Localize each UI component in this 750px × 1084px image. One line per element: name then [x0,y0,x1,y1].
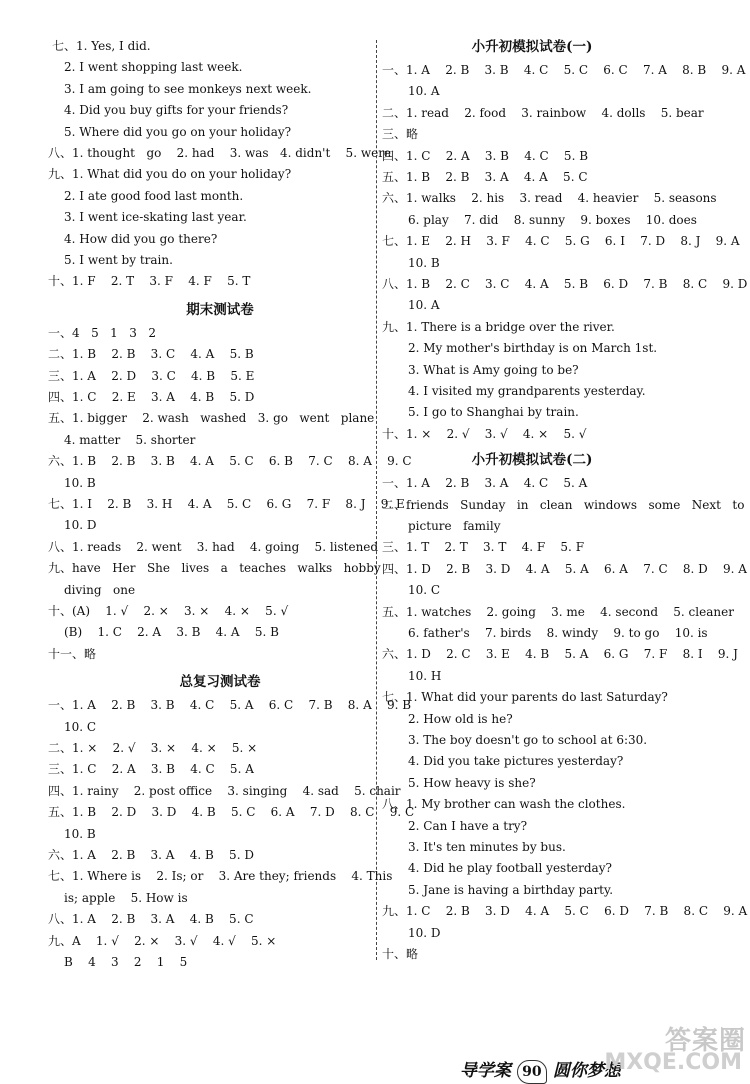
answer-line: 3. It's ten minutes by bus. [408,840,566,854]
answer-line: 九、1. There is a bridge over the river. [382,319,615,334]
section-title-mock-exam-1: 小升初模拟试卷(一) [471,39,593,55]
answer-line: 5. How heavy is she? [408,775,536,790]
answer-line: 六、1. B 2. B 3. B 4. A 5. C 6. B 7. C 8. A 9. C [48,454,412,469]
answer-line: 三、1. C 2. A 3. B 4. C 5. A [48,762,254,777]
answer-line: 九、1. What did you do on your holiday? [48,167,292,182]
answer-line: 2. I ate good food last month. [64,188,244,203]
answer-line: 十一、略 [48,646,97,661]
answer-line: 3. I am going to see monkeys next week. [64,81,312,96]
answer-line: 10. H [408,668,442,683]
answer-line: 二、1. read 2. food 3. rainbow 4. dolls 5. bear [382,105,704,120]
answer-line: 6. play 7. did 8. sunny 9. boxes 10. does [408,212,697,227]
answer-line: 四、1. rainy 2. post office 3. singing 4. sad 5. chair [48,783,401,798]
answer-line: 一、1. A 2. B 3. A 4. C 5. A [382,476,588,491]
answer-line: 六、1. walks 2. his 3. read 4. heavier 5. seasons [382,191,717,206]
answer-line: 五、1. watches 2. going 3. me 4. second 5. cleaner [382,604,734,619]
answer-line: 3. I went ice-skating last year. [64,210,247,225]
answer-line: 十、(A) 1. √ 2. × 3. × 4. × 5. √ [48,604,289,618]
answer-line: 九、A 1. √ 2. × 3. √ 4. √ 5. × [48,933,277,948]
answer-line: 七、1. Where is 2. Is; or 3. Are they; friends 4. This [48,869,393,884]
answer-line: 三、略 [382,127,419,142]
answer-line: 2. How old is he? [408,711,513,726]
answer-line: 八、1. thought go 2. had 3. was 4. didn't 5. were [48,146,392,160]
answer-line: 10. D [408,925,441,940]
answer-line: 二、friends Sunday in clean windows some Next to [382,497,745,512]
answer-line: 三、1. T 2. T 3. T 4. F 5. F [382,540,585,555]
answer-line: 3. What is Amy going to be? [408,362,579,377]
answer-line: 七、1. Yes, I did. [52,39,151,53]
answer-line: 八、1. A 2. B 3. A 4. B 5. C [48,912,254,927]
answer-line: 10. C [408,583,441,598]
answer-line: 4. Did you buy gifts for your friends? [64,103,289,118]
footer-left-text: 导学案 [459,1061,511,1081]
section-title-final-exam: 期末测试卷 [186,301,254,318]
answer-line: 一、4 5 1 3 2 [48,325,156,340]
answer-line: 4. How did you go there? [64,231,218,246]
answer-line: picture family [408,519,501,533]
answer-line: 4. Did you take pictures yesterday? [408,754,624,769]
answer-line: 10. B [408,255,440,270]
answer-line: 2. My mother's birthday is on March 1st. [408,341,658,356]
answer-line: diving one [64,582,136,597]
page-number: 90 [517,1060,547,1084]
answer-line: 五、1. B 2. D 3. D 4. B 5. C 6. A 7. D 8. C 9. C [48,805,415,820]
watermark-url: MXQE.COM [604,1050,742,1075]
answer-line: (B) 1. C 2. A 3. B 4. A 5. B [64,625,279,640]
footer-right-text: 圆你梦想 [552,1061,621,1081]
answer-line: 10. A [408,84,440,99]
answer-line: 八、1. reads 2. went 3. had 4. going 5. listened [48,539,379,554]
answer-line: 八、1. My brother can wash the clothes. [382,797,626,812]
answer-line: 2. Can I have a try? [408,818,528,833]
answer-line: 二、1. B 2. B 3. C 4. A 5. B [48,347,254,362]
answer-line: B 4 3 2 1 5 [64,955,188,969]
answer-line: 十、1. F 2. T 3. F 4. F 5. T [48,274,251,289]
page-footer [448,1036,621,1084]
answer-line: 十、略 [382,947,419,961]
answer-line: 一、1. A 2. B 3. B 4. C 5. A 6. C 7. B 8. A 9. B [48,698,412,713]
answer-line: 四、1. D 2. B 3. D 4. A 5. A 6. A 7. C 8. D 9. A [382,561,747,576]
answer-line: 10. B [64,826,96,841]
answer-line: 九、1. C 2. B 3. D 4. A 5. C 6. D 7. B 8. C 9. A [382,904,748,919]
answer-line: 5. I go to Shanghai by train. [408,405,579,420]
answer-line: 4. I visited my grandparents yesterday. [408,384,646,398]
answer-line: 5. Jane is having a birthday party. [408,882,614,897]
answer-line: 七、1. E 2. H 3. F 4. C 5. G 6. I 7. D 8. J 9. A [382,234,740,249]
watermark-logo: 答案圈 [664,1026,746,1056]
answer-line: 六、1. D 2. C 3. E 4. B 5. A 6. G 7. F 8. I 9. J [382,647,738,662]
section-title-review-test: 总复习测试卷 [179,674,261,691]
answer-line: 5. Where did you go on your holiday? [64,124,292,139]
answer-line: 10. A [408,298,440,313]
answer-line: 八、1. B 2. C 3. C 4. A 5. B 6. D 7. B 8. C 9. D [382,277,748,291]
section-title-mock-exam-2: 小升初模拟试卷(二) [471,452,593,469]
answer-line: 十、1. × 2. √ 3. √ 4. × 5. √ [382,426,587,441]
answer-line: 五、1. B 2. B 3. A 4. A 5. C [382,170,588,184]
answer-line: 七、1. What did your parents do last Saturday? [382,690,668,705]
answer-line: 一、1. A 2. B 3. B 4. C 5. C 6. C 7. A 8. B 9. A [382,63,746,77]
answer-line: 4. matter 5. shorter [64,432,196,447]
answer-line: is; apple 5. How is [64,890,188,905]
answer-line: 七、1. I 2. B 3. H 4. A 5. C 6. G 7. F 8. J 9. E [48,497,405,511]
answer-line: 6. father's 7. birds 8. windy 9. to go 10. is [408,626,708,640]
answer-line: 2. I went shopping last week. [64,60,243,75]
answer-line: 九、have Her She lives a teaches walks hobby [48,561,381,576]
answer-line: 3. The boy doesn't go to school at 6:30. [408,733,648,747]
answer-line: 4. Did he play football yesterday? [408,861,612,876]
answer-line: 五、1. bigger 2. wash washed 3. go went plane [48,411,375,426]
answer-line: 10. B [64,475,96,490]
answer-line: 四、1. C 2. E 3. A 4. B 5. D [48,390,255,404]
answer-line: 四、1. C 2. A 3. B 4. C 5. B [382,148,589,163]
answer-line: 二、1. × 2. √ 3. × 4. × 5. × [48,741,258,755]
answer-line: 三、1. A 2. D 3. C 4. B 5. E [48,368,255,383]
answer-line: 六、1. A 2. B 3. A 4. B 5. D [48,848,254,862]
answer-line: 5. I went by train. [64,253,173,267]
answer-line: 10. D [64,518,97,533]
answer-line: 10. C [64,719,97,734]
